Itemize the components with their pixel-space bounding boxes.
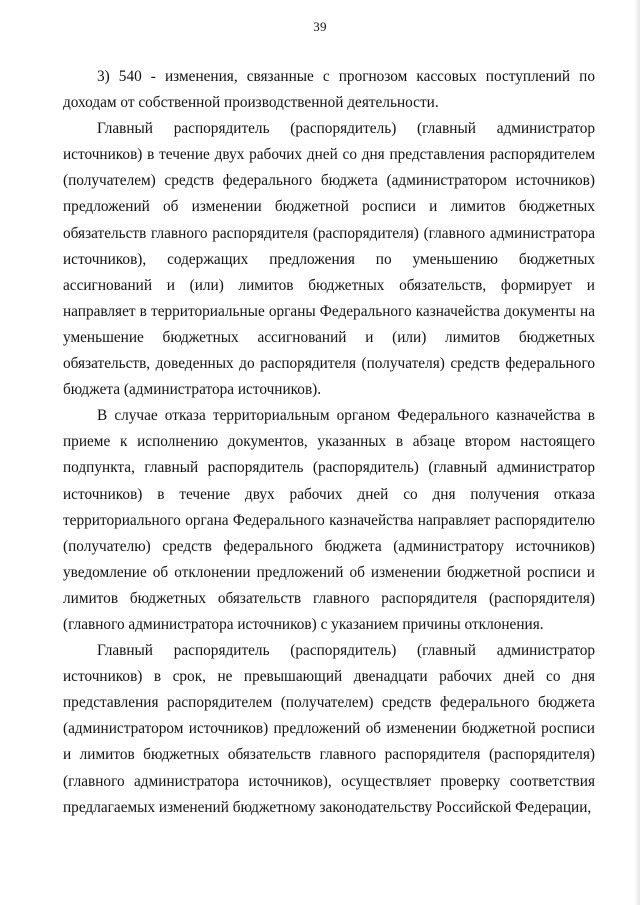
page-number: 39 [313,19,327,34]
scan-edge-shadow [634,0,640,905]
paragraph-refusal-notification: В случае отказа территориальным органом Федерального казначейства в приеме к исполнению документов, указанных в абзаце втором настоящего подпункта, главный распорядитель (распорядитель) (главный администратор источников) в течение двух рабочих дней со дня получения отказа территориального органа Федерального казначейства направляет распорядителю (получателю) средств федерального бюджета (администратору источников) уведомление об отклонении предложений об изменении бюджетной росписи и лимитов бюджетных обязательств главного распорядителя (распорядителя) (главного администратора источников) с указанием причины отклонения. [63,407,595,633]
paragraph-reduction-documents: Главный распорядитель (распорядитель) (главный администратор источников) в течение двух рабочих дней со дня представления распорядителем (получателем) средств федерального бюджета (администратором источников) предложений об изменении бюджетной росписи и лимитов бюджетных обязательств главного распорядителя (распорядителя) (главного администратора источников), содержащих предложения по уменьшению бюджетных ассигнований и (или) лимитов бюджетных обязательств, формирует и направляет в территориальные органы Федерального казначейства документы на уменьшение бюджетных ассигнований и (или) лимитов бюджетных обязательств, доведенных до распорядителя (получателя) средств федерального бюджета (администратора источников). [63,120,595,399]
paragraph-subitem-540: 3) 540 - изменения, связанные с прогнозом кассовых поступлений по доходам от собственной производственной деятельности. [63,68,595,112]
paragraph-verification: Главный распорядитель (распорядитель) (главный администратор источников) в срок, не превышающий двенадцати рабочих дней со дня представления распорядителем (получателем) средств федерального бюджета (администратором источников) предложений об изменении бюджетной росписи и лимитов бюджетных обязательств главного распорядителя (распорядителя) (главного администратора источников), осуществляет проверку соответствия предлагаемых изменений бюджетному законодательству Российской Федерации, [63,642,595,816]
body-text [63,64,595,821]
